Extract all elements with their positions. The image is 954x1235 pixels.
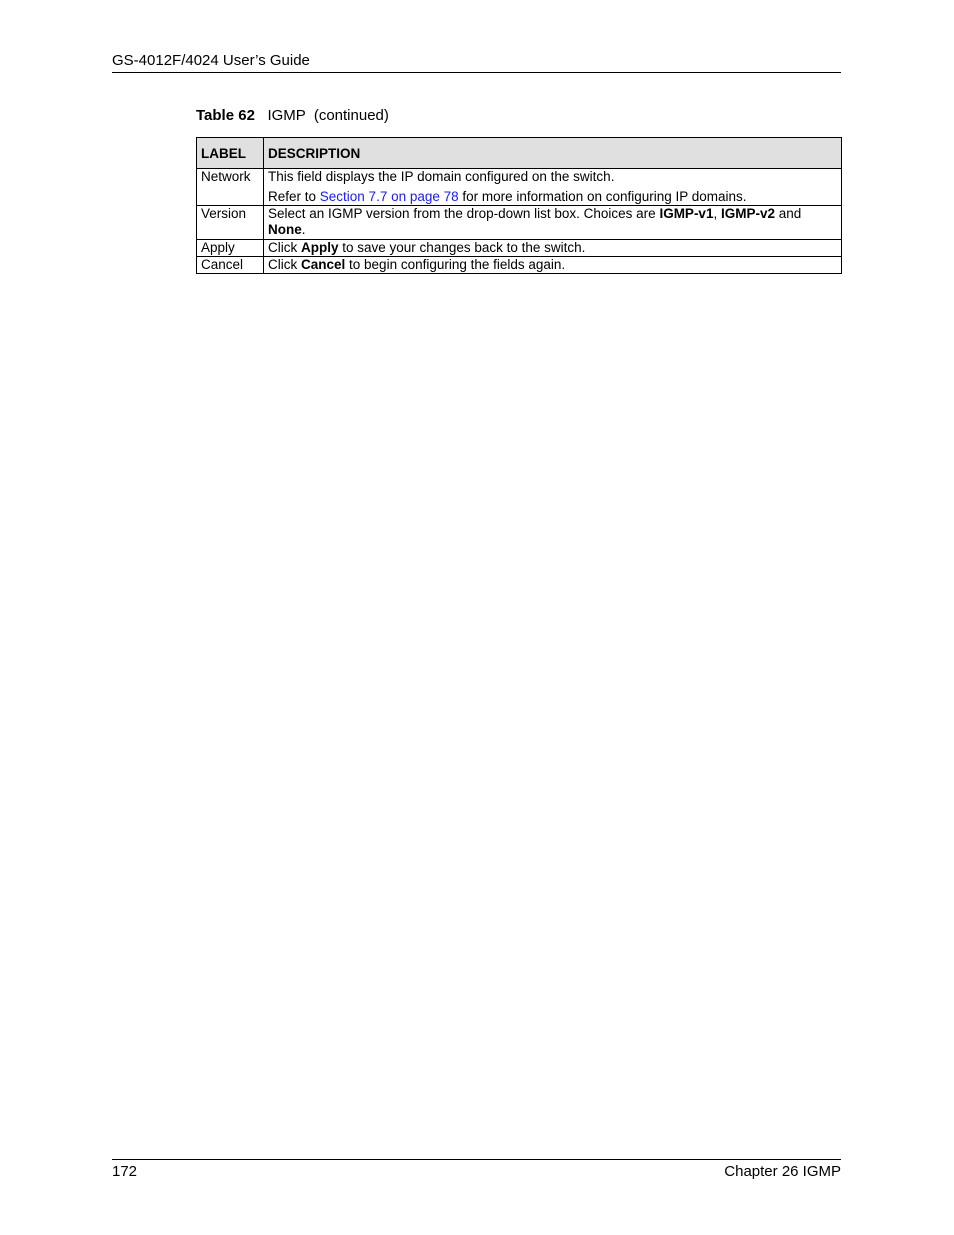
row-label: Apply <box>197 240 264 257</box>
description-text: to begin configuring the fields again. <box>345 257 566 272</box>
table-row <box>197 240 842 257</box>
table-row <box>197 169 842 206</box>
table-caption <box>196 107 389 124</box>
row-description <box>264 206 842 240</box>
option-none: None <box>268 222 302 237</box>
row-description <box>264 257 842 274</box>
table-row <box>197 257 842 274</box>
apply-term: Apply <box>301 240 339 255</box>
description-line <box>268 206 837 238</box>
description-line <box>268 189 837 205</box>
table-title: IGMP (continued) <box>267 107 389 124</box>
row-label: Version <box>197 206 264 240</box>
description-text: Click <box>268 240 301 255</box>
page-number: 172 <box>112 1163 138 1180</box>
description-text: for more information on configuring IP domains. <box>458 189 747 204</box>
description-text: Refer to <box>268 189 320 204</box>
section-link[interactable]: Section 7.7 on page 78 <box>319 189 459 204</box>
row-label: Network <box>197 169 264 206</box>
description-line: This field displays the IP domain configured on the switch. <box>268 169 615 184</box>
table-header-row <box>197 138 842 169</box>
row-label: Cancel <box>197 257 264 274</box>
description-text: and <box>774 206 802 221</box>
description-text: to save your changes back to the switch. <box>338 240 586 255</box>
description-text: Select an IGMP version from the drop-down list box. Choices are <box>268 206 660 221</box>
column-header-description: DESCRIPTION <box>264 138 842 169</box>
page-header <box>112 51 841 73</box>
description-line <box>268 257 837 273</box>
description-text: . <box>301 222 306 237</box>
cancel-term: Cancel <box>301 257 346 272</box>
igmp-table <box>196 137 842 274</box>
page-footer <box>112 1159 841 1184</box>
description-text: Click <box>268 257 301 272</box>
option-igmp-v1: IGMP-v1 <box>659 206 714 221</box>
table-number: Table 62 <box>196 107 255 124</box>
option-igmp-v2: IGMP-v2 <box>720 206 775 221</box>
column-header-label: LABEL <box>197 138 264 169</box>
chapter-title: Chapter 26 IGMP <box>724 1163 841 1180</box>
table-row <box>197 206 842 240</box>
description-text: , <box>713 206 721 221</box>
row-description <box>264 240 842 257</box>
description-line <box>268 240 837 256</box>
document-title: GS-4012F/4024 User’s Guide <box>112 52 310 69</box>
row-description <box>264 169 842 206</box>
